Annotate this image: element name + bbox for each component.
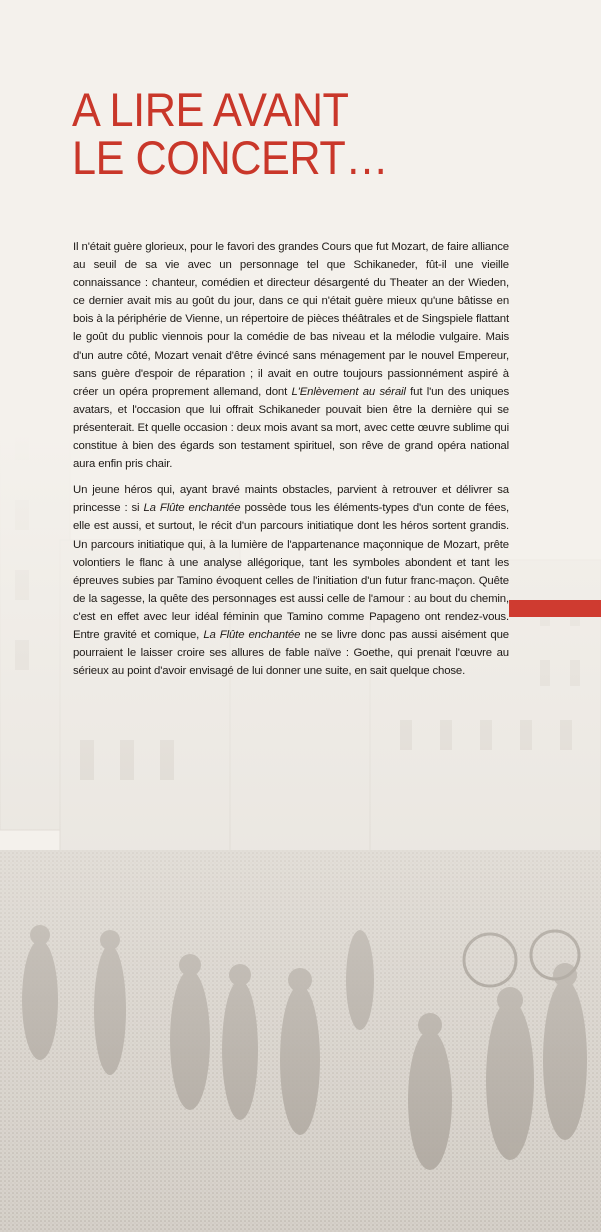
title-line-2: LE CONCERT… xyxy=(72,131,389,184)
title-line-1: A LIRE AVANT xyxy=(72,83,349,136)
red-accent-bar xyxy=(509,600,601,617)
paragraph-1 xyxy=(73,238,509,473)
paragraph-1-text-a: Il n'était guère glorieux, pour le favori des grandes Cours que fut Mozart, de faire alliance au seuil de sa vie avec un personnage tel que Schikaneder, fût-il une vieille connaissance : chanteur, comédien et directeur désargenté du Theater an der Wieden, ce dernier avait mis au goût du jour, dans ce qui n'était guère mieux qu'une bâtisse en bois à la périphérie de Vienne, un répertoire de pièces théâtrales et de Singspiele flattant le goût du public viennois pour la comédie de bas niveau et la mélodie vulgaire. Mais d'un autre côté, Mozart venait d'être évincé sans ménagement par le nouvel Empereur, sans guère d'espoir de réparation ; il avait en outre toujours passionnément aspiré à créer un opéra proprement allemand, dont xyxy=(73,241,509,398)
article-body xyxy=(73,238,509,688)
paragraph-2 xyxy=(73,481,509,680)
paragraph-2-text-c: ne se livre donc pas aussi aisément que pourraient le laisser croire ses allures de fable naïve : Goethe, qui prenait l'œuvre au sérieux au point d'avoir envisagé de lui donner une suite, en sait quelque chose. xyxy=(73,628,509,678)
paragraph-2-italic-title-2: La Flûte enchantée xyxy=(203,628,301,641)
paragraph-2-text-a: Un jeune héros qui, ayant bravé maints obstacles, parvient à retrouver et délivrer sa princesse : si xyxy=(73,484,509,515)
paragraph-2-text-b: possède tous les éléments-types d'un conte de fées, elle est aussi, et surtout, le récit d'un parcours initiatique dont les héros sortent grandis. Un parcours initiatique qui, à la lumière de l'appartenance maçonnique de Mozart, prête volontiers le flanc à une analyse allégorique, tant les symboles abondent et tant les épreuves subies par Tamino évoquent celles de l'initiation d'un futur franc-maçon. Quête de la sagesse, la quête des personnages est aussi celle de l'amour : au bout du chemin, c'est en effet avec leur idéal féminin que Tamino comme Papageno ont rendez-vous. Entre gravité et comique, xyxy=(73,502,510,641)
paragraph-1-italic-title: L'Enlèvement au sérail xyxy=(291,385,406,398)
paragraph-1-text-b: fut l'un des uniques avatars, et l'occasion que lui offrait Schikaneder pouvait bien être la dernière qui se présenterait. Et quelle occasion : deux mois avant sa mort, avec cette œuvre sublime qui constitue à bien des égards son testament spirituel, son rêve de grand opéra national aura enfin pris chair. xyxy=(73,385,509,471)
paragraph-2-italic-title-1: La Flûte enchantée xyxy=(143,502,241,515)
page-title xyxy=(72,83,389,184)
